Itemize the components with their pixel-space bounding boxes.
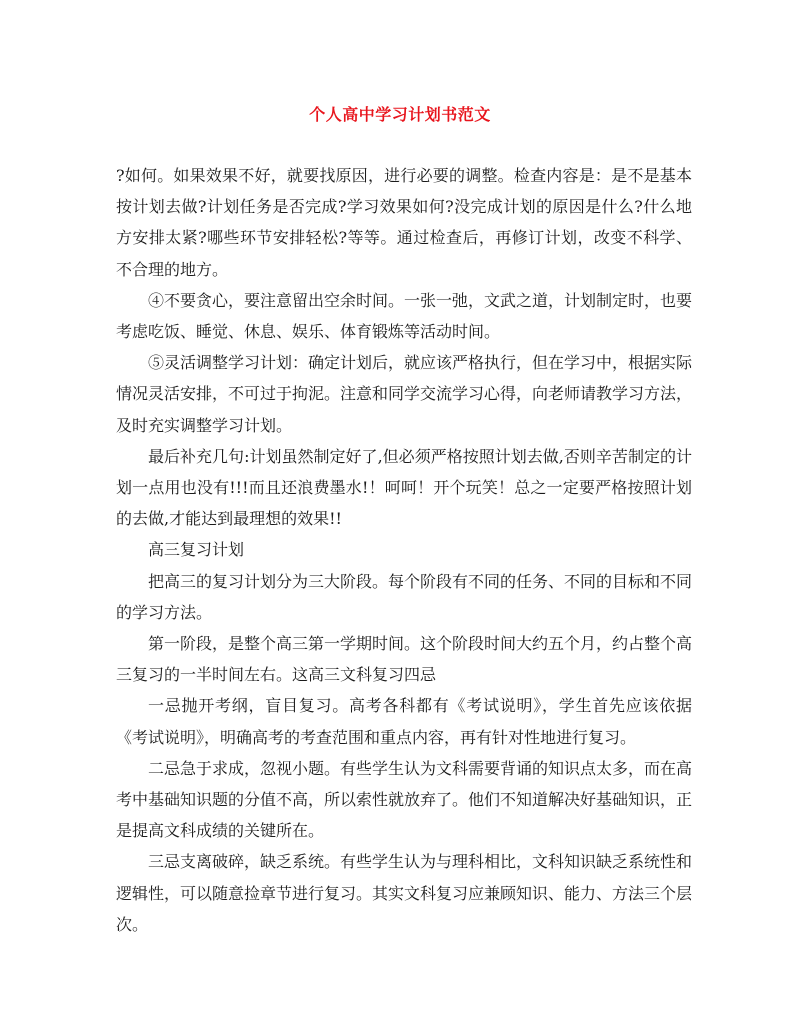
paragraph: 一忌抛开考纲，盲目复习。高考各科都有《考试说明》，学生首先应该依据《考试说明》，明确高考的考查范围和重点内容，再有针对性地进行复习。 bbox=[116, 696, 692, 747]
paragraph: 把高三的复习计划分为三大阶段。每个阶段有不同的任务、不同的目标和不同的学习方法。 bbox=[116, 571, 693, 622]
paragraph: ④不要贪心，要注意留出空余时间。一张一弛，文武之道，计划制定时，也要考虑吃饭、睡觉、休息、娱乐、体育锻炼等活动时间。 bbox=[116, 290, 693, 342]
paragraph: ⑤灵活调整学习计划：确定计划后，就应该严格执行，但在学习中，根据实际情况灵活安排，不可过于拘泥。注意和同学交流学习心得，向老师请教学习方法，及时充实调整学习计划。 bbox=[116, 353, 693, 435]
paragraph: ?如何。如果效果不好，就要找原因，进行必要的调整。检查内容是：是不是基本按计划去做?计划任务是否完成?学习效果如何?没完成计划的原因是什么?什么地方安排太紧?哪些环节安排轻松?等等。通过检查后，再修订计划，改变不科学、不合理的地方。 bbox=[116, 166, 692, 279]
paragraph: 三忌支离破碎，缺乏系统。有些学生认为与理科相比，文科知识缺乏系统性和逻辑性，可以随意捡章节进行复习。其实文科复习应兼顾知识、能力、方法三个层次。 bbox=[116, 852, 693, 934]
paragraph: 第一阶段，是整个高三第一学期时间。这个阶段时间大约五个月，约占整个高三复习的一半时间左右。这高三文科复习四忌 bbox=[116, 634, 693, 685]
paragraph: 二忌急于求成，忽视小题。有些学生认为文科需要背诵的知识点太多，而在高考中基础知识题的分值不高，所以索性就放弃了。他们不知道解决好基础知识，正是提高文科成绩的关键所在。 bbox=[116, 758, 693, 841]
section-heading: 高三复习计划 bbox=[148, 540, 245, 560]
document-body bbox=[116, 160, 692, 940]
document-title: 个人高中学习计划书范文 bbox=[309, 105, 491, 124]
paragraph: 最后补充几句:计划虽然制定好了,但必须严格按照计划去做,否则辛苦制定的计划一点用也没有!!!而且还浪费墨水!！呵呵！开个玩笑！总之一定要严格按照计划的去做,才能达到最理想的效果!! bbox=[116, 446, 692, 529]
